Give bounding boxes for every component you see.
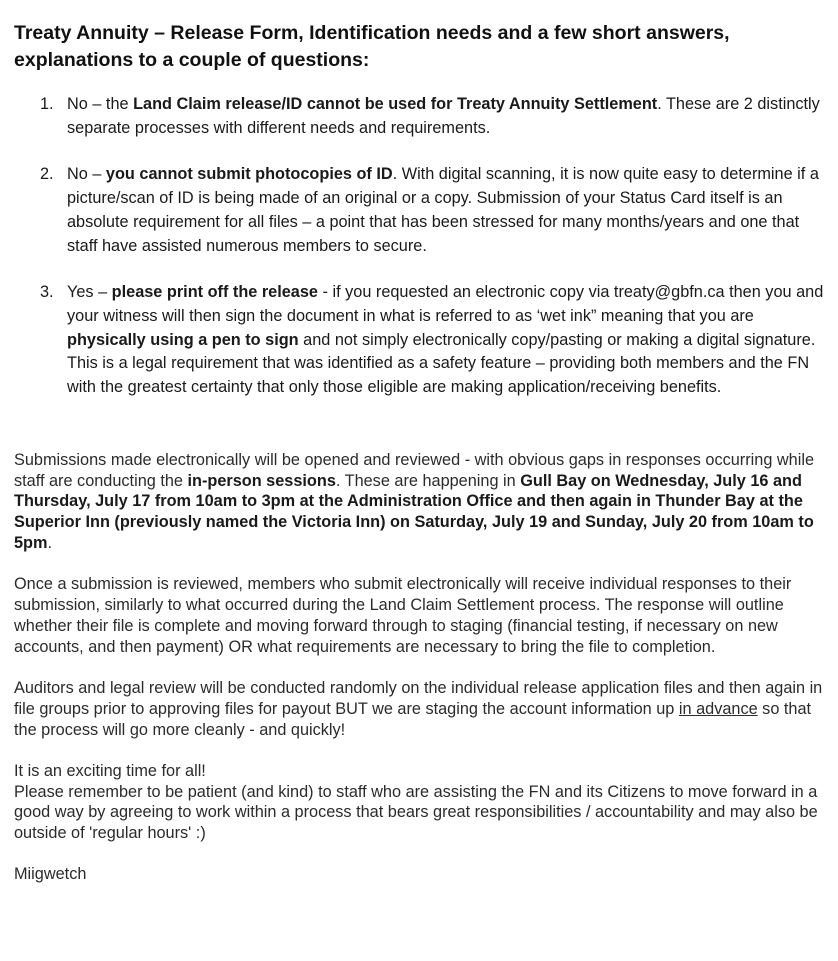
signoff: Miigwetch [14,865,87,884]
answer-number: 1. [40,95,54,113]
submissions-paragraph [14,450,824,554]
answer-rest: and not simply electronically copy/pasting or making a digital signature. This is a legal requirement that was identified as a safety feature – providing both members and the FN with the greatest certainty that only those eligible are making application/receiving benefits. [67,330,816,397]
answer-item-3 [14,281,824,400]
answer-item-2 [14,163,824,258]
auditors-text-2: so that the process will go more cleanly - and quickly! [14,699,812,739]
answer-number: 3. [40,283,54,302]
closing-paragraph [14,761,824,844]
auditors-paragraph [14,678,824,740]
closing-line-1: It is an exciting time for all! [14,761,206,780]
submissions-bold-2: Gull Bay on Wednesday, July 16 and Thursday, July 17 from 10am to 3pm at the Administration Office and then again in Thunder Bay at the Superior Inn (previously named the Victoria Inn) on Saturday, July 19 and Sunday, July 20 from 10am to 5pm [14,471,814,552]
answers-list [14,93,824,400]
answer-lead: No – the [67,95,134,113]
document-title: Treaty Annuity – Release Form, Identification needs and a few short answers, explanations to a couple of questions: [14,22,730,71]
answer-bold-2: physically using a pen to sign [67,330,299,349]
auditors-text-1: Auditors and legal review will be conducted randomly on the individual release application files and then again in file groups prior to approving files for payout BUT we are staging the account information up [14,678,823,718]
submissions-bold-1: in-person sessions [187,471,336,490]
answer-number: 2. [40,165,54,184]
answer-bold: Land Claim release/ID cannot be used for Treaty Annuity Settlement [133,95,658,113]
spacer [14,423,824,450]
answer-mid: - if you requested an electronic copy via treaty@gbfn.ca then you and your witness will then sign the document in what is referred to as ‘wet ink” meaning that you are [67,283,824,325]
answer-rest: . With digital scanning, it is now quite easy to determine if a picture/scan of ID is being made of an original or a copy. Submission of your Status Card itself is an absolute requirement for all files – a point that has been stressed for many months/years and one that staff have assisted numerous members to secure. [67,165,819,255]
submissions-text-3: . [47,533,53,552]
answer-item-1 [14,93,824,140]
answer-bold: please print off the release [111,283,318,302]
answer-bold: you cannot submit photocopies of ID [105,165,393,184]
answer-lead: Yes – [67,283,112,302]
submissions-text-2: . These are happening in [335,471,521,490]
submissions-text-1: Submissions made electronically will be opened and reviewed - with obvious gaps in responses occurring while staff are conducting the [14,450,815,490]
answer-lead: No – [67,165,106,184]
closing-line-2: Please remember to be patient (and kind) to staff who are assisting the FN and its Citizens to move forward in a good way by agreeing to work within a process that bears great responsibilities / accountability and may also be outside of 'regular hours' :) [14,782,818,843]
auditors-underline: in advance [678,699,758,718]
review-paragraph: Once a submission is reviewed, members who submit electronically will receive individual responses to their submission, similarly to what occurred during the Land Claim Settlement process. The response will outline whether their file is complete and moving forward through to staging (financial testing, if necessary on new accounts, and then payment) OR what requirements are necessary to bring the file to completion. [14,575,792,656]
answer-rest: . These are 2 distinctly separate processes with different needs and requirements. [67,95,820,137]
